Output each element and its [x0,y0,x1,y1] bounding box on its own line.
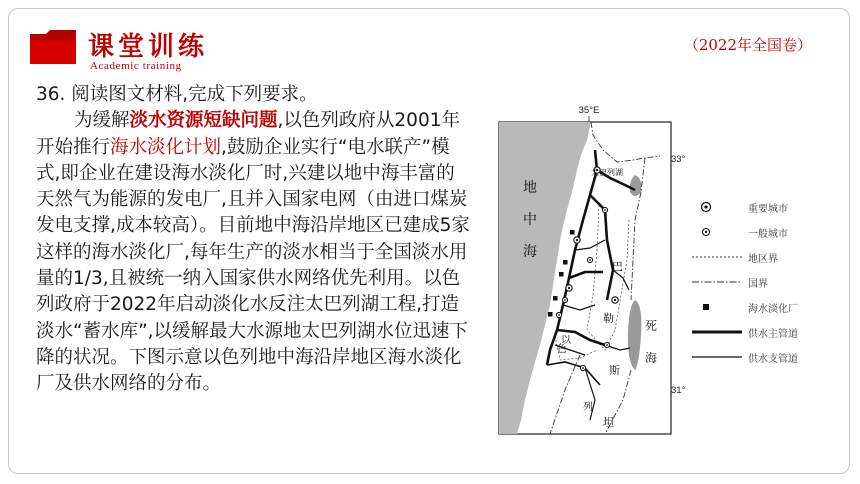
exam-source: （2022年全国卷） [683,36,812,54]
national-boundary-icon [690,274,746,290]
dead-sea-label-1: 死 [645,319,658,333]
israel-label-1: 以 [561,335,571,346]
palestine-label-2: 勒 [603,312,614,325]
legend-item [690,296,830,318]
palestine-label-3: 斯 [609,364,620,377]
legend-label: 海水淡化厂 [748,303,798,315]
map-longitude-label: 35°E [578,105,600,116]
question-number-line: 36. 阅读图文材料,完成下列要求。 [36,84,318,105]
question-text [36,82,472,398]
palestine-label-4: 坦 [603,416,614,429]
legend-label: 地区界 [748,253,778,265]
legend-label: 一般城市 [748,228,788,240]
major-city-icon [690,199,746,215]
legend-item [690,321,830,343]
map-legend [690,196,830,371]
legend-label: 供水支管道 [748,353,798,365]
main-pipeline-icon [690,324,746,340]
question-paragraph [36,108,472,397]
branch-pipeline-icon [690,349,746,365]
israel-label-2: 色 [557,344,567,355]
text-seg3: ,鼓励企业实行“电水联产”模式,即企业在建设海水淡化厂时,兴建以地中海丰富的天然气为能源的发电厂,且并入国家电网（由进口煤炭发电支撑,成本较高）。目前地中海沿岸地区已建成5家这样的海水淡化厂,每年生产的淡水相当于全国淡水用量的1/3,且被统一纳入国家供水网络优先利用。以色列政府于2022年启动淡化水反注太巴列湖工程,打造淡水“蓄水库”,以缓解最大水源地太巴列湖水位迅速下降的状况。下图示意以色列地中海沿岸地区海水淡化厂及供水网络的分布。 [36,136,470,395]
legend-item [690,246,830,268]
legend-label: 重要城市 [748,203,788,215]
desalination-plant-icon [690,299,746,315]
section-title: 课堂训练 [88,32,209,62]
map-latitude-top: 33° [671,154,686,165]
legend-item [690,271,830,293]
text-seg1: 为缓解 [74,110,130,132]
map-figure [495,100,686,435]
israel-label-3: 列 [583,402,593,413]
header [28,24,838,74]
legend-item [690,346,830,368]
sea-label-1: 地 [523,180,537,196]
highlight-desalination-plan: 海水淡化计划 [110,136,222,158]
text-seg2: ,以色列政府从2001年开始推行 [36,110,460,158]
legend-item [690,221,830,243]
legend-item [690,196,830,218]
legend-label: 国界 [748,278,768,290]
lake-label: 太巴列湖 [591,168,623,177]
map-latitude-bottom: 31° [671,385,686,396]
dead-sea-label-2: 海 [645,351,658,365]
folder-icon [28,28,78,66]
city-icon [690,224,746,240]
highlight-water-shortage: 淡水资源短缺问题 [129,110,278,132]
section-subtitle: Academic training [90,60,182,72]
sea-label-2: 中 [523,212,537,228]
sea-label-3: 海 [523,244,537,260]
palestine-label-1: 巴 [612,260,623,273]
region-boundary-icon [690,249,746,265]
legend-label: 供水主管道 [748,328,798,340]
